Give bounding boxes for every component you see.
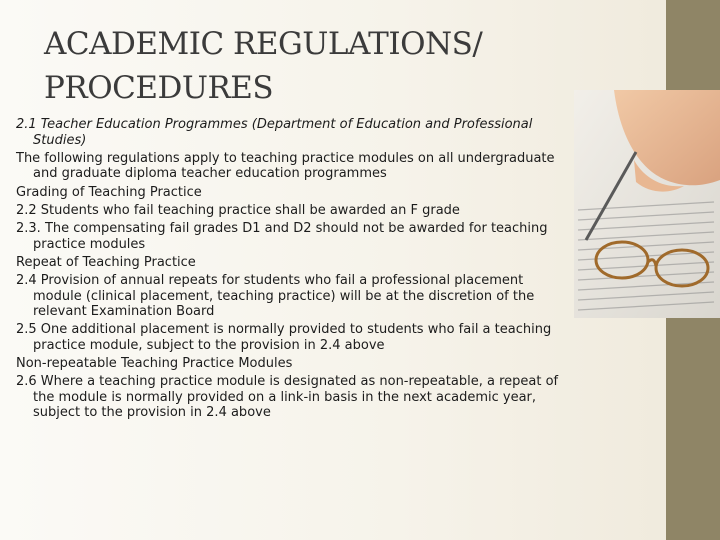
paragraph-2-6: 2.6 Where a teaching practice module is designated as non-repeatable, a repeat of the module is normally provided on a link-in basis in the next academic year, subject to the provision in 2.4 above (16, 374, 559, 421)
heading-repeat: Repeat of Teaching Practice (16, 254, 196, 270)
photo-illustration (574, 90, 720, 318)
title-line-1: ACADEMIC REGULATIONS/ (44, 26, 483, 62)
heading-non-repeatable: Non-repeatable Teaching Practice Modules (16, 356, 293, 372)
paragraph-2-1: 2.1 Teacher Education Programmes (Department of Education and Professional Studies) (16, 117, 533, 148)
heading-grading: Grading of Teaching Practice (16, 184, 202, 200)
paragraph-intro: The following regulations apply to teaching practice modules on all undergraduate and graduate diploma teacher education programmes (16, 150, 555, 182)
page-title (44, 22, 564, 110)
paragraph-2-3: 2.3. The compensating fail grades D1 and D2 should not be awarded for teaching practice modules (16, 220, 548, 252)
regulations-body (16, 117, 564, 424)
paragraph-2-2: 2.2 Students who fail teaching practice shall be awarded an F grade (16, 202, 460, 218)
title-line-2: PROCEDURES (44, 70, 274, 106)
paragraph-2-5: 2.5 One additional placement is normally provided to students who fail a teaching practice module, subject to the provision in 2.4 above (16, 322, 552, 353)
decorative-photo (574, 90, 720, 318)
paragraph-2-4: 2.4 Provision of annual repeats for students who fail a professional placement module (clinical placement, teaching practice) will be at the discretion of the relevant Examination Board (16, 272, 535, 320)
